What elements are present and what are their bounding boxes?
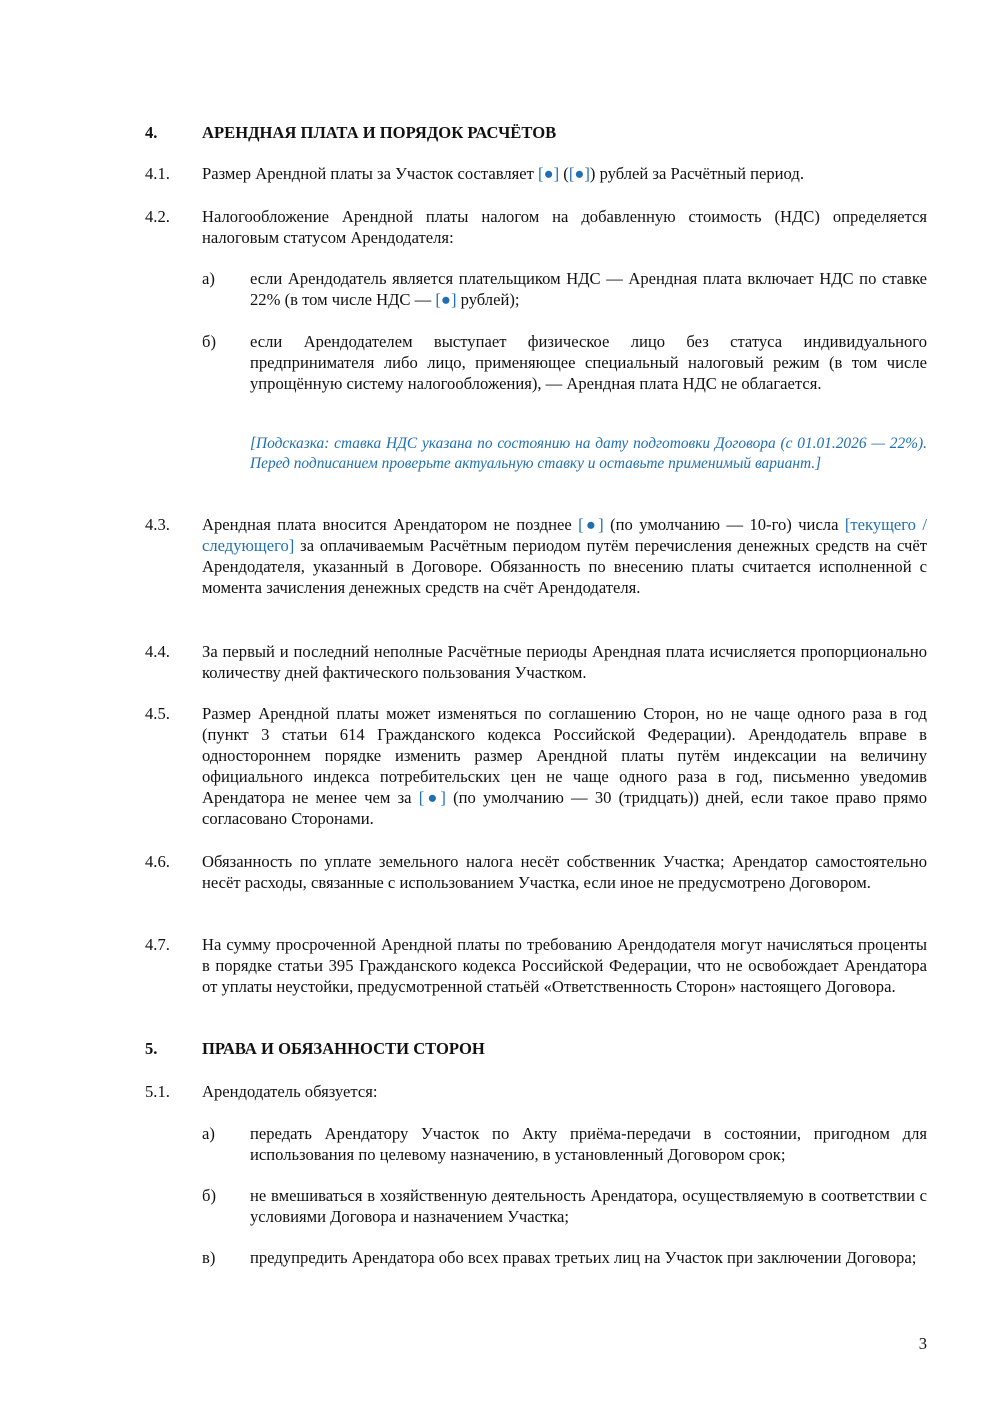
text-run: (по умолчанию — 30 (тридцать)) дней, если такое право прямо согласовано Сторонами. [202, 788, 928, 828]
clause-4-3 [145, 514, 927, 598]
clause-text [202, 514, 927, 598]
text-run: рублей); [456, 290, 520, 309]
text-run: за оплачиваемым Расчётным периодом путём перечисления денежных средств на счёт Арендодателя, указанный в Договоре. Обязанность по внесению платы считается исполненной с момента зачисления денежных средств на счёт Арендодателя. [202, 536, 927, 597]
section-title: АРЕНДНАЯ ПЛАТА И ПОРЯДОК РАСЧЁТОВ [202, 123, 557, 142]
clause-4-6 [145, 851, 927, 893]
placeholder-amount-words[interactable]: [●] [568, 164, 590, 183]
placeholder-amount[interactable]: [●] [538, 164, 560, 183]
text-run: если Арендодатель является плательщиком НДС — Арендная плата включает НДС по ставке 22% (в том числе НДС — [250, 269, 927, 309]
text-run: Размер Арендной платы за Участок составляет [202, 164, 539, 183]
clause-number: 4.2. [145, 207, 170, 226]
page-number: 3 [918, 1334, 927, 1353]
clause-text: Арендодатель обязуется: [202, 1082, 378, 1101]
text-run: ) рублей за Расчётный период. [589, 164, 804, 183]
placeholder-notice-days[interactable]: [●] [418, 788, 446, 807]
subclause-letter: б) [202, 1186, 216, 1205]
clause-text: На сумму просроченной Арендной платы по требованию Арендодателя могут начисляться проценты в порядке статьи 395 Гражданского кодекса Российской Федерации, что не освобождает Арендатора от уплаты неустойки, предусмотренной статьёй «Ответственность Сторон» настоящего Договора. [202, 935, 927, 996]
clause-number: 4.4. [145, 642, 170, 661]
subclause-text: не вмешиваться в хозяйственную деятельность Арендатора, осуществляемую в соответствии с условиями Договора и назначением Участка; [250, 1186, 927, 1226]
placeholder-vat-amount[interactable]: [●] [435, 290, 457, 309]
subclause-4-2-b [202, 331, 927, 394]
subclause-text: предупредить Арендатора обо всех правах третьих лиц на Участок при заключении Договора; [250, 1248, 917, 1267]
subclause-letter: б) [202, 332, 216, 351]
subclause-4-2-a [202, 268, 927, 310]
clause-number: 4.3. [145, 515, 170, 534]
section-title: ПРАВА И ОБЯЗАННОСТИ СТОРОН [202, 1039, 485, 1058]
clause-number: 4.7. [145, 935, 170, 954]
section-number: 4. [145, 123, 158, 142]
clause-number: 4.1. [145, 164, 170, 183]
subclause-text [250, 268, 927, 310]
text-run: Размер Арендной платы может изменяться по соглашению Сторон, но не чаще одного раза в год (пункт 3 статьи 614 Гражданского кодекса Российской Федерации). Арендодатель вправе в одностороннем порядке изменить размер Арендной платы путём индексации на величину официального индекса потребительских цен не чаще одного раза в год, письменно уведомив Арендатора не менее чем за [202, 704, 927, 807]
subclause-text: передать Арендатору Участок по Акту приёма-передачи в состоянии, пригодном для использования по целевому назначению, в установленный Договором срок; [250, 1124, 927, 1164]
text-run: Арендная плата вносится Арендатором не позднее [202, 515, 579, 534]
section-number: 5. [145, 1039, 158, 1058]
subclause-letter: в) [202, 1248, 216, 1267]
subclause-letter: а) [202, 269, 215, 288]
clause-text [202, 163, 927, 184]
clause-text: Обязанность по уплате земельного налога несёт собственник Участка; Арендатор самостоятельно несёт расходы, связанные с использованием Участка, если иное не предусмотрено Договором. [202, 852, 927, 892]
clause-4-5 [145, 703, 927, 829]
clause-4-7 [145, 934, 927, 997]
placeholder-day[interactable]: [●] [578, 515, 604, 534]
clause-text: За первый и последний неполные Расчётные периоды Арендная плата исчисляется пропорционально количеству дней фактического пользования Участком. [202, 642, 927, 682]
placeholder-period-choice[interactable]: [текущего / следующего] [202, 515, 927, 555]
clause-4-2 [145, 206, 927, 248]
text-run: ( [559, 164, 569, 183]
subclause-text: если Арендодателем выступает физическое лицо без статуса индивидуального предпринимателя либо лицо, применяющее специальный налоговый режим (в том числе упрощённую систему налогообложения), — Арендная плата НДС не облагается. [250, 332, 927, 393]
clause-number: 5.1. [145, 1082, 170, 1101]
subclause-letter: а) [202, 1124, 215, 1143]
subclause-5-1-c [202, 1247, 927, 1268]
clause-text: Налогообложение Арендной платы налогом на добавленную стоимость (НДС) определяется налоговым статусом Арендодателя: [202, 207, 927, 247]
clause-number: 4.5. [145, 704, 170, 723]
subclause-5-1-b [202, 1185, 927, 1227]
clause-text [202, 703, 927, 829]
subclause-5-1-a [202, 1123, 927, 1165]
clause-4-4 [145, 641, 927, 683]
clause-number: 4.6. [145, 852, 170, 871]
clause-4-1 [145, 163, 927, 184]
text-run: (по умолчанию — 10-го) числа [603, 515, 845, 534]
hint-note: [Подсказка: ставка НДС указана по состоянию на дату подготовки Договора (с 01.01.2026 — 22%). Перед подписанием проверьте актуальную ставку и оставьте применимый вариант.] [250, 435, 927, 472]
clause-5-1 [145, 1081, 927, 1102]
